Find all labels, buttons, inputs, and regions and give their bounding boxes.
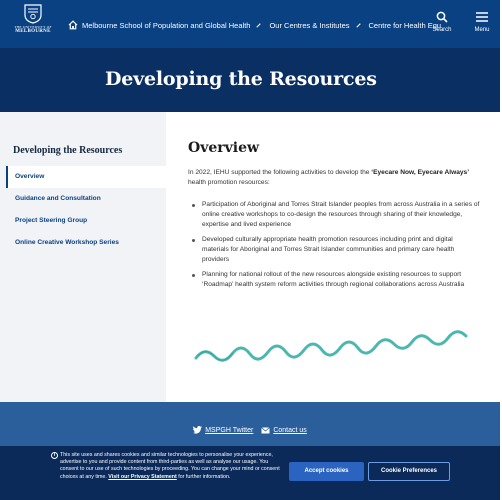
university-logo[interactable] <box>12 4 54 44</box>
intro-bold: ‘Eyecare Now, Eyecare Always’ <box>371 169 470 176</box>
sidebar-item-steering-group[interactable]: Project Steering Group <box>15 217 88 224</box>
twitter-link-label: MSPGH Twitter <box>205 426 254 434</box>
intro-text-end: health promotion resources: <box>188 179 270 186</box>
intro-paragraph <box>188 168 480 188</box>
info-icon: i <box>51 452 58 459</box>
menu-label: Menu <box>474 27 490 33</box>
list-item: Planning for national rollout of the new resources alongside existing resources to support ‘Roadmap’ health system reform activities through regional collaborations across Australia <box>188 270 480 290</box>
sidebar-item-guidance[interactable]: Guidance and Consultation <box>15 195 101 202</box>
intro-text: In 2022, IEHU supported the following activities to develop the <box>188 169 372 176</box>
list-item: Participation of Aboriginal and Torres Strait Islander peoples from across Australia in a series of online creative workshops to co-design the resources through sharing of their knowledge, expertise and lived experience <box>188 200 480 230</box>
cookie-banner <box>0 446 500 500</box>
twitter-link[interactable] <box>193 426 253 434</box>
search-label: Search <box>432 27 452 33</box>
section-title: Overview <box>188 140 260 156</box>
sidebar <box>0 112 166 402</box>
sidebar-title: Developing the Resources <box>13 145 123 156</box>
sidebar-item-overview[interactable]: Overview <box>6 166 166 188</box>
footer-links <box>0 426 500 434</box>
sidebar-nav <box>6 166 166 254</box>
page-title: Developing the Resources <box>105 68 377 90</box>
crest-icon <box>24 4 42 24</box>
privacy-statement-link[interactable]: Visit our Privacy Statement <box>108 473 177 480</box>
home-icon[interactable] <box>68 20 78 30</box>
envelope-icon <box>261 427 270 434</box>
cookie-message-end: for further information. <box>176 473 231 480</box>
accept-cookies-button[interactable]: Accept cookies <box>289 462 364 481</box>
twitter-icon <box>193 426 202 434</box>
cookie-message: This site uses and shares cookies and similar technologies to personalise your experience, advertise to you and provide content from third-parties as well as analyse our usage. You consent to our use of such technologies by proceeding. You can change your mind or consent choices at any time. <box>60 452 280 480</box>
breadcrumb-item-mspgh[interactable]: Melbourne School of Population and Global Health <box>82 20 251 30</box>
decorative-wave-graphic <box>194 322 476 362</box>
cookie-text <box>60 452 288 481</box>
breadcrumb <box>68 18 442 32</box>
search-button[interactable] <box>422 10 462 40</box>
search-icon <box>422 10 462 24</box>
hero-banner <box>0 48 500 112</box>
hamburger-icon <box>462 10 502 24</box>
menu-button[interactable] <box>462 10 502 40</box>
chevron-right-icon <box>356 23 360 27</box>
site-header <box>0 0 500 48</box>
contact-link-label: Contact us <box>273 426 307 434</box>
bullet-list <box>188 200 480 295</box>
sidebar-item-workshop-series[interactable]: Online Creative Workshop Series <box>15 239 119 246</box>
breadcrumb-item-centres[interactable]: Our Centres & Institutes <box>269 20 350 30</box>
breadcrumb-item-centre[interactable]: Centre for Health Equ <box>368 20 442 30</box>
cookie-preferences-button[interactable]: Cookie Preferences <box>368 462 450 481</box>
logo-line2: MELBOURNE <box>15 29 51 34</box>
contact-link[interactable] <box>261 426 306 434</box>
logo-line1: THE UNIVERSITY OF <box>14 25 52 29</box>
list-item: Developed culturally appropriate health promotion resources including print and digital materials for Aboriginal and Torres Strait Islander communities and primary care health providers <box>188 235 480 265</box>
chevron-right-icon <box>257 23 261 27</box>
main-content <box>166 112 500 402</box>
